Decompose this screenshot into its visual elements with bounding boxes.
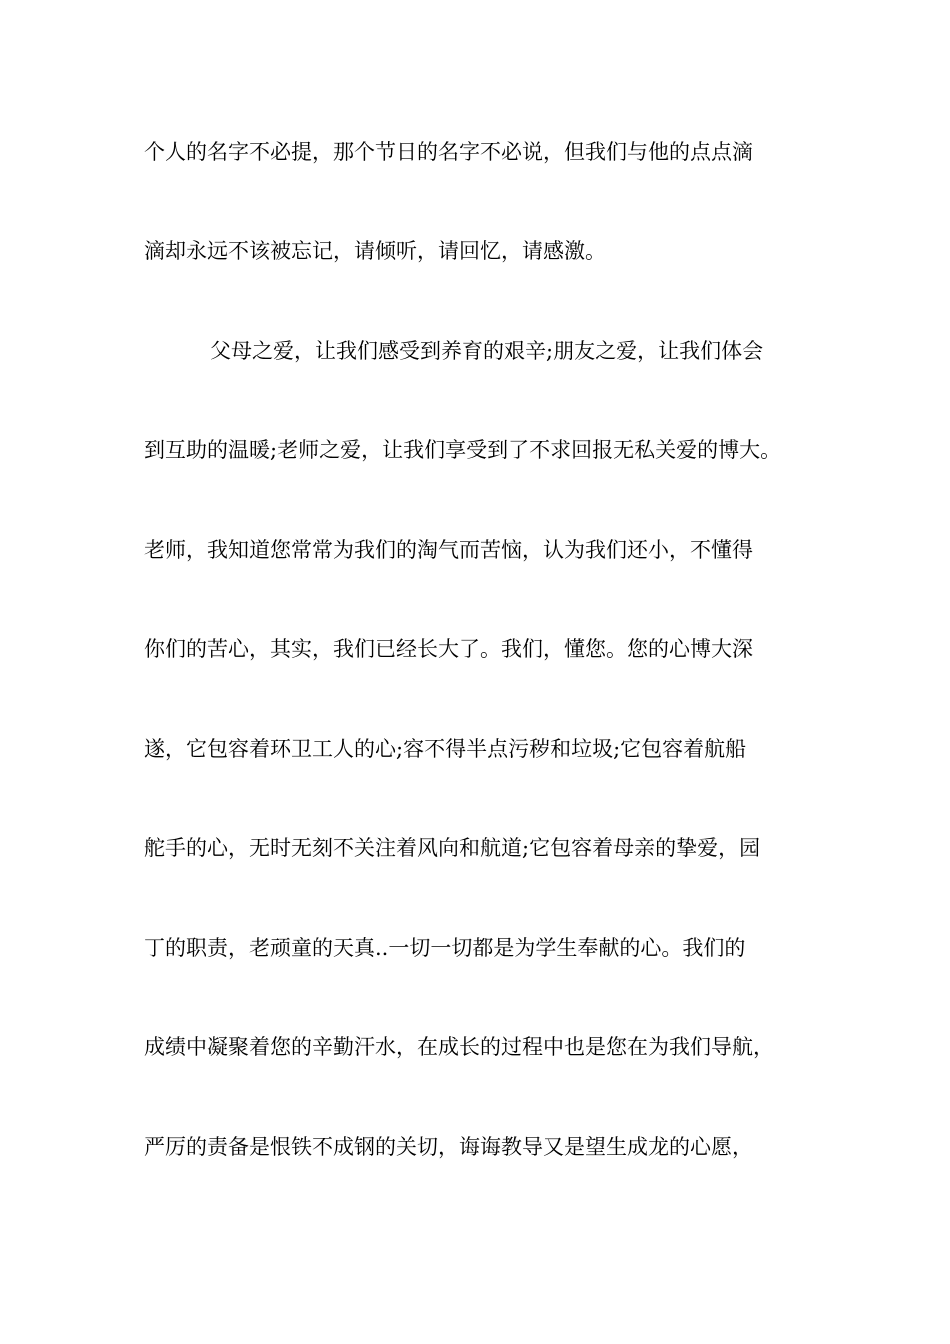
text-line: 老师，我知道您常常为我们的淘气而苦恼，认为我们还小，不懂得 [144,538,753,562]
text-line: 遂，它包容着环卫工人的心;容不得半点污秽和垃圾;它包容着航船 [144,737,747,761]
text-line: 个人的名字不必提，那个节日的名字不必说，但我们与他的点点滴 [144,140,753,164]
text-line: 成绩中凝聚着您的辛勤汗水，在成长的过程中也是您在为我们导航， [144,1035,774,1059]
text-line: 你们的苦心，其实，我们已经长大了。我们，懂您。您的心博大深 [144,637,753,661]
text-line: 父母之爱，让我们感受到养育的艰辛;朋友之爱，让我们体会 [210,339,764,363]
text-line: 滴却永远不该被忘记，请倾听，请回忆，请感激。 [144,239,606,263]
text-line: 到互助的温暖;老师之爱，让我们享受到了不求回报无私关爱的博大。 [144,438,782,462]
text-line: 丁的职责，老顽童的天真..一切一切都是为学生奉献的心。我们的 [144,936,746,960]
text-line: 严厉的责备是恨铁不成钢的关切，诲诲教导又是望生成龙的心愿， [144,1135,753,1159]
text-line: 舵手的心，无时无刻不关注着风向和航道;它包容着母亲的挚爱，园 [144,836,761,860]
